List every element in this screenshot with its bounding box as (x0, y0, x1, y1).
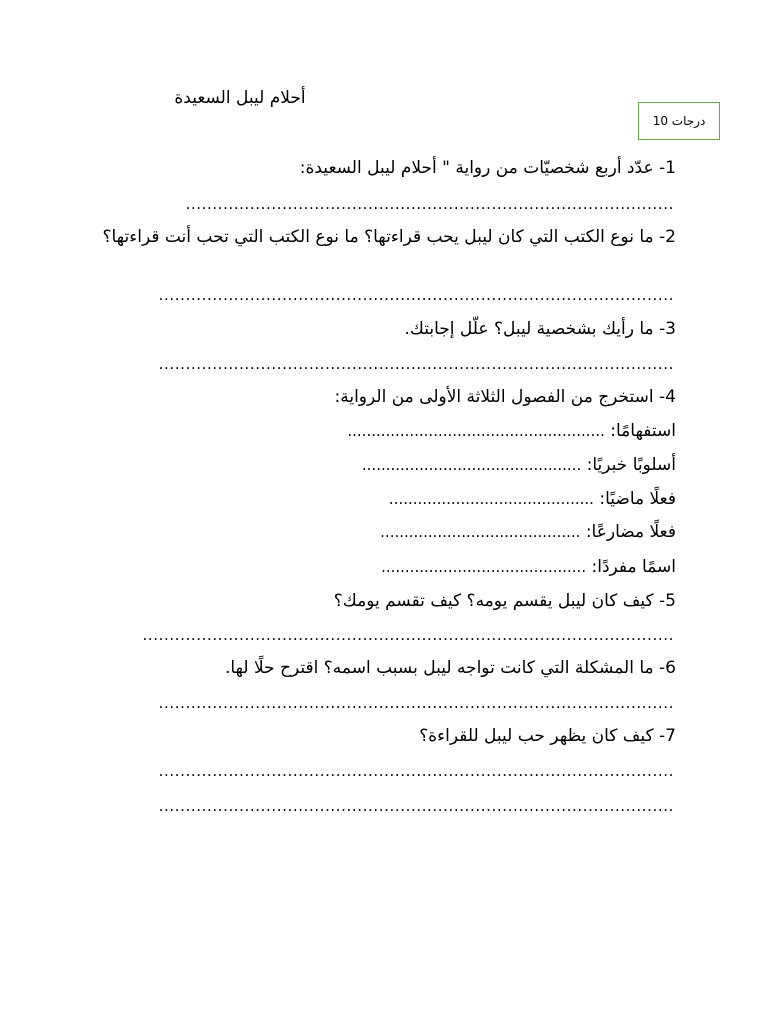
answer-line-2: ................................................................................................ (158, 286, 674, 304)
worksheet-title: أحلام ليبل السعيدة (174, 88, 306, 108)
question-4: 4- استخرج من الفصول الثلاثة الأولى من الرواية: (334, 387, 676, 407)
question-4c-label: فعلًا ماضيًا: (599, 489, 676, 509)
question-5: 5- كيف كان ليبل يقسم يومه؟ كيف تقسم يومك؟ (333, 591, 676, 611)
answer-line-4e: ........................................... (381, 558, 587, 576)
question-4a (347, 420, 676, 442)
answer-line-5: ................................................................................................... (142, 626, 674, 644)
question-6: 6- ما المشكلة التي كانت تواجه ليبل بسبب اسمه؟ اقترح حلًا لها. (224, 658, 676, 678)
question-4e (381, 556, 676, 578)
question-4d (380, 521, 676, 543)
answer-line-3: ................................................................................................ (158, 355, 674, 373)
question-4b-label: أسلوبًا خبريًا: (586, 455, 676, 475)
answer-line-4c: ........................................... (388, 490, 594, 508)
question-4d-label: فعلًا مضارعًا: (585, 522, 676, 542)
answer-line-7a: ................................................................................................ (158, 762, 674, 780)
answer-line-7b: ................................................................................................ (158, 797, 674, 815)
grade-box (638, 102, 720, 140)
answer-line-4a: ...................................................... (347, 422, 605, 440)
question-4a-label: استفهامًا: (610, 421, 676, 441)
answer-line-4b: .............................................. (361, 456, 582, 474)
question-7: 7- كيف كان يظهر حب ليبل للقراءة؟ (419, 726, 676, 746)
question-1: 1- عدّد أربع شخصيّات من رواية " أحلام ليبل السعيدة: (299, 158, 676, 178)
question-4e-label: اسمًا مفردًا: (591, 557, 676, 577)
question-3: 3- ما رأيك بشخصية ليبل؟ علّل إجابتك. (404, 319, 676, 339)
answer-line-4d: .......................................... (380, 523, 581, 541)
question-2: 2- ما نوع الكتب التي كان ليبل يحب قراءتها؟ ما نوع الكتب التي تحب أنت قراءتها؟ (102, 227, 676, 247)
question-4c (389, 488, 676, 510)
question-4b (362, 454, 676, 476)
answer-line-1: ........................................................................................... (185, 195, 674, 213)
grade-label: درجات 10 (652, 114, 706, 128)
answer-line-6: ................................................................................................ (158, 694, 674, 712)
